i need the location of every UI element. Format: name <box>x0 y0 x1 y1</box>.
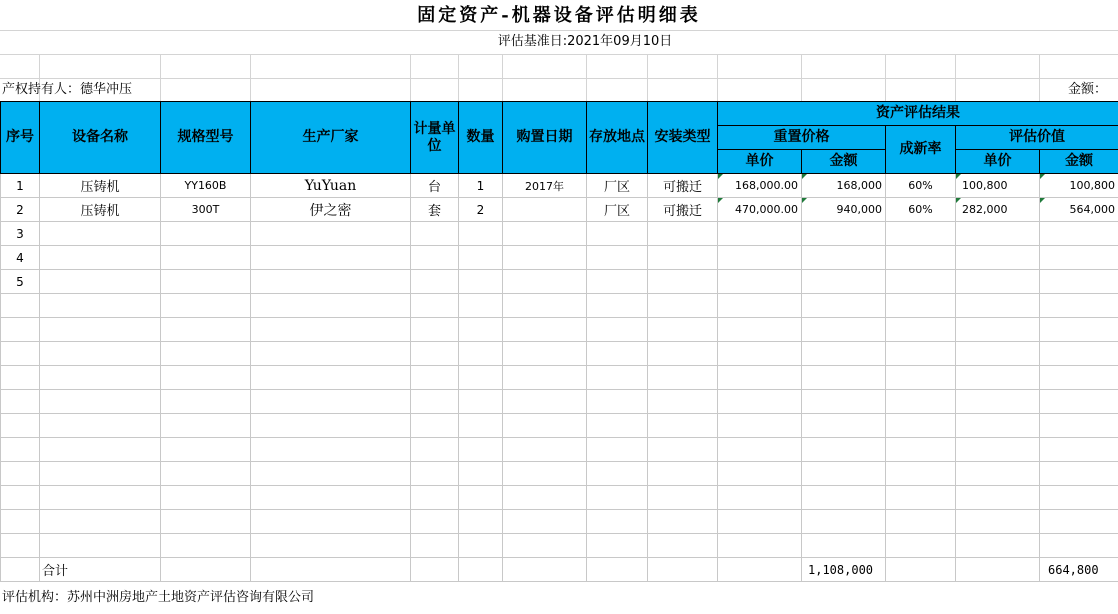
cell-maker[interactable]: YuYuan <box>251 174 411 198</box>
empty-row <box>1 438 1118 462</box>
cell-eval-unit-price[interactable]: 282,000 <box>956 198 1040 222</box>
cell-empty[interactable] <box>251 342 411 366</box>
empty-row <box>1 534 1118 558</box>
cell-empty[interactable] <box>161 486 251 510</box>
cell-unit[interactable]: 套 <box>411 198 459 222</box>
cell-empty[interactable] <box>251 246 411 270</box>
amount-unit-label: 金额： <box>1068 82 1108 97</box>
cell-empty[interactable] <box>503 438 587 462</box>
cell-empty[interactable] <box>503 486 587 510</box>
cell-empty[interactable] <box>886 510 956 534</box>
cell-empty[interactable] <box>411 438 459 462</box>
cell-empty[interactable] <box>1 558 40 582</box>
cell-location[interactable]: 厂区 <box>587 198 648 222</box>
cell-empty[interactable] <box>1040 246 1118 270</box>
cell-empty[interactable] <box>802 534 886 558</box>
col-header-qty[interactable]: 数量 <box>459 102 503 174</box>
cell-empty[interactable] <box>459 486 503 510</box>
cell-empty[interactable] <box>251 438 411 462</box>
cell-name[interactable]: 压铸机 <box>40 198 161 222</box>
cell-empty[interactable] <box>587 318 648 342</box>
cell-empty[interactable] <box>886 318 956 342</box>
equipment-table <box>0 101 1118 582</box>
cell-empty[interactable] <box>40 366 161 390</box>
cell-empty[interactable] <box>251 510 411 534</box>
cell-empty[interactable] <box>587 534 648 558</box>
cell-empty[interactable] <box>587 294 648 318</box>
col-header-model[interactable]: 规格型号 <box>161 102 251 174</box>
cell-empty[interactable] <box>1040 366 1118 390</box>
cell-eval-unit-price[interactable]: 100,800 <box>956 174 1040 198</box>
cell-empty[interactable] <box>161 462 251 486</box>
cell-empty[interactable] <box>251 294 411 318</box>
col-header-replace-amount[interactable]: 金额 <box>802 150 886 174</box>
cell-empty[interactable] <box>459 462 503 486</box>
cell-empty[interactable] <box>648 366 718 390</box>
cell-empty[interactable] <box>1 438 40 462</box>
cell-empty[interactable] <box>503 294 587 318</box>
cell-empty[interactable] <box>1040 438 1118 462</box>
cell-empty[interactable] <box>251 414 411 438</box>
cell-empty[interactable] <box>648 486 718 510</box>
cell-replace-amount[interactable]: 168,000 <box>802 174 886 198</box>
empty-row <box>1 294 1118 318</box>
cell-empty[interactable] <box>503 510 587 534</box>
col-header-replace-unit-price[interactable]: 单价 <box>718 150 802 174</box>
cell-empty[interactable] <box>648 414 718 438</box>
cell-empty[interactable] <box>886 270 956 294</box>
cell-empty[interactable] <box>886 366 956 390</box>
cell-empty[interactable] <box>459 270 503 294</box>
cell-empty[interactable] <box>411 246 459 270</box>
cell-empty[interactable] <box>459 558 503 582</box>
cell-empty[interactable] <box>1040 510 1118 534</box>
cell-empty[interactable] <box>956 534 1040 558</box>
cell-seq[interactable]: 1 <box>1 174 40 198</box>
cell-empty[interactable] <box>956 246 1040 270</box>
cell-empty[interactable] <box>648 294 718 318</box>
cell-empty[interactable] <box>503 222 587 246</box>
col-header-eval-unit-price[interactable]: 单价 <box>956 150 1040 174</box>
cell-rate[interactable]: 60% <box>886 198 956 222</box>
valuation-date: 评估基准日:2021年09月10日 <box>497 34 673 49</box>
cell-empty[interactable] <box>503 246 587 270</box>
cell-empty[interactable] <box>1040 342 1118 366</box>
cell-empty[interactable] <box>718 222 802 246</box>
empty-row <box>1 414 1118 438</box>
cell-empty[interactable] <box>718 438 802 462</box>
cell-empty[interactable] <box>161 390 251 414</box>
cell-empty[interactable] <box>956 462 1040 486</box>
cell-empty[interactable] <box>886 294 956 318</box>
cell-empty[interactable] <box>503 318 587 342</box>
cell-seq[interactable]: 5 <box>1 270 40 294</box>
cell-empty[interactable] <box>503 342 587 366</box>
col-header-eval-amount[interactable]: 金额 <box>1040 150 1118 174</box>
cell-empty[interactable] <box>956 270 1040 294</box>
cell-empty[interactable] <box>1040 390 1118 414</box>
cell-empty[interactable] <box>802 486 886 510</box>
cell-empty[interactable] <box>503 414 587 438</box>
cell-empty[interactable] <box>40 390 161 414</box>
cell-empty[interactable] <box>802 438 886 462</box>
cell-rate[interactable]: 60% <box>886 174 956 198</box>
cell-name[interactable]: 压铸机 <box>40 174 161 198</box>
table-row <box>1 198 1118 222</box>
cell-empty[interactable] <box>886 414 956 438</box>
cell-empty[interactable] <box>648 270 718 294</box>
cell-empty[interactable] <box>718 270 802 294</box>
cell-empty[interactable] <box>251 390 411 414</box>
cell-empty[interactable] <box>411 486 459 510</box>
cell-empty[interactable] <box>411 294 459 318</box>
cell-empty[interactable] <box>40 510 161 534</box>
cell-empty[interactable] <box>459 438 503 462</box>
header-row-1 <box>1 102 1118 126</box>
cell-model[interactable]: 300T <box>161 198 251 222</box>
cell-empty[interactable] <box>587 486 648 510</box>
col-header-name[interactable]: 设备名称 <box>40 102 161 174</box>
cell-empty[interactable] <box>161 342 251 366</box>
cell-empty[interactable] <box>1 294 40 318</box>
cell-empty[interactable] <box>718 366 802 390</box>
cell-empty[interactable] <box>587 462 648 486</box>
cell-empty[interactable] <box>956 438 1040 462</box>
total-label[interactable]: 合计 <box>40 558 161 582</box>
cell-empty[interactable] <box>459 414 503 438</box>
cell-empty[interactable] <box>587 366 648 390</box>
cell-empty[interactable] <box>886 534 956 558</box>
cell-empty[interactable] <box>40 342 161 366</box>
cell-empty[interactable] <box>459 222 503 246</box>
cell-empty[interactable] <box>161 270 251 294</box>
cell-empty[interactable] <box>718 534 802 558</box>
cell-empty[interactable] <box>648 246 718 270</box>
cell-empty[interactable] <box>503 462 587 486</box>
cell-empty[interactable] <box>956 558 1040 582</box>
cell-empty[interactable] <box>956 486 1040 510</box>
cell-empty[interactable] <box>886 462 956 486</box>
table-row <box>1 246 1118 270</box>
cell-empty[interactable] <box>802 318 886 342</box>
cell-empty[interactable] <box>40 438 161 462</box>
cell-empty[interactable] <box>587 342 648 366</box>
cell-qty[interactable]: 1 <box>459 174 503 198</box>
cell-unit[interactable]: 台 <box>411 174 459 198</box>
cell-empty[interactable] <box>411 366 459 390</box>
cell-empty[interactable] <box>161 534 251 558</box>
cell-empty[interactable] <box>459 342 503 366</box>
cell-empty[interactable] <box>251 462 411 486</box>
cell-empty[interactable] <box>1040 294 1118 318</box>
cell-empty[interactable] <box>718 342 802 366</box>
cell-empty[interactable] <box>718 486 802 510</box>
cell-empty[interactable] <box>802 414 886 438</box>
cell-empty[interactable] <box>40 534 161 558</box>
total-eval-amount[interactable]: 664,800 <box>1040 558 1118 582</box>
cell-empty[interactable] <box>802 222 886 246</box>
table-row <box>1 174 1118 198</box>
cell-empty[interactable] <box>648 438 718 462</box>
cell-empty[interactable] <box>886 486 956 510</box>
cell-empty[interactable] <box>1 390 40 414</box>
cell-empty[interactable] <box>251 270 411 294</box>
cell-empty[interactable] <box>956 318 1040 342</box>
cell-empty[interactable] <box>886 558 956 582</box>
col-header-install[interactable]: 安装类型 <box>648 102 718 174</box>
cell-empty[interactable] <box>1040 534 1118 558</box>
table-row <box>1 270 1118 294</box>
cell-empty[interactable] <box>411 390 459 414</box>
col-header-rate[interactable]: 成新率 <box>886 126 956 174</box>
cell-empty[interactable] <box>251 318 411 342</box>
cell-date[interactable] <box>503 198 587 222</box>
cell-empty[interactable] <box>161 294 251 318</box>
total-replace-amount[interactable]: 1,108,000 <box>802 558 886 582</box>
cell-empty[interactable] <box>802 342 886 366</box>
cell-empty[interactable] <box>251 222 411 246</box>
cell-empty[interactable] <box>956 294 1040 318</box>
cell-empty[interactable] <box>886 246 956 270</box>
cell-empty[interactable] <box>1 462 40 486</box>
cell-empty[interactable] <box>411 414 459 438</box>
empty-row <box>1 318 1118 342</box>
cell-empty[interactable] <box>459 534 503 558</box>
cell-empty[interactable] <box>411 462 459 486</box>
cell-empty[interactable] <box>1040 486 1118 510</box>
appraisal-agency: 评估机构：苏州中洲房地产土地资产评估咨询有限公司 <box>2 590 315 605</box>
cell-qty[interactable]: 2 <box>459 198 503 222</box>
cell-empty[interactable] <box>503 270 587 294</box>
cell-empty[interactable] <box>459 246 503 270</box>
cell-empty[interactable] <box>411 558 459 582</box>
cell-empty[interactable] <box>1 414 40 438</box>
cell-empty[interactable] <box>587 390 648 414</box>
cell-empty[interactable] <box>161 510 251 534</box>
cell-empty[interactable] <box>648 318 718 342</box>
cell-empty[interactable] <box>40 414 161 438</box>
col-header-unit[interactable]: 计量单位 <box>411 102 459 174</box>
cell-empty[interactable] <box>1040 318 1118 342</box>
cell-empty[interactable] <box>648 534 718 558</box>
cell-install[interactable]: 可搬迁 <box>648 198 718 222</box>
empty-row <box>1 510 1118 534</box>
owner-label: 产权持有人：德华冲压 <box>2 82 133 97</box>
cell-empty[interactable] <box>40 486 161 510</box>
cell-empty[interactable] <box>161 414 251 438</box>
empty-row <box>1 366 1118 390</box>
cell-empty[interactable] <box>459 510 503 534</box>
col-header-eval[interactable]: 评估价值 <box>956 126 1118 150</box>
cell-empty[interactable] <box>587 414 648 438</box>
cell-seq[interactable]: 3 <box>1 222 40 246</box>
cell-empty[interactable] <box>802 270 886 294</box>
cell-empty[interactable] <box>503 534 587 558</box>
cell-replace-amount[interactable]: 940,000 <box>802 198 886 222</box>
cell-empty[interactable] <box>718 390 802 414</box>
cell-empty[interactable] <box>956 342 1040 366</box>
cell-empty[interactable] <box>161 246 251 270</box>
cell-empty[interactable] <box>886 222 956 246</box>
cell-empty[interactable] <box>718 510 802 534</box>
cell-empty[interactable] <box>1040 222 1118 246</box>
cell-empty[interactable] <box>459 318 503 342</box>
total-row <box>1 558 1118 582</box>
cell-location[interactable]: 厂区 <box>587 174 648 198</box>
cell-seq[interactable]: 4 <box>1 246 40 270</box>
col-header-date[interactable]: 购置日期 <box>503 102 587 174</box>
cell-empty[interactable] <box>1040 270 1118 294</box>
cell-empty[interactable] <box>503 558 587 582</box>
cell-empty[interactable] <box>802 510 886 534</box>
cell-empty[interactable] <box>802 246 886 270</box>
cell-empty[interactable] <box>587 270 648 294</box>
cell-empty[interactable] <box>956 414 1040 438</box>
cell-empty[interactable] <box>802 390 886 414</box>
cell-empty[interactable] <box>648 462 718 486</box>
cell-empty[interactable] <box>40 318 161 342</box>
cell-empty[interactable] <box>718 558 802 582</box>
cell-empty[interactable] <box>40 462 161 486</box>
col-header-location[interactable]: 存放地点 <box>587 102 648 174</box>
cell-empty[interactable] <box>587 558 648 582</box>
cell-empty[interactable] <box>718 294 802 318</box>
cell-empty[interactable] <box>161 438 251 462</box>
cell-model[interactable]: YY160B <box>161 174 251 198</box>
cell-empty[interactable] <box>503 390 587 414</box>
cell-empty[interactable] <box>802 294 886 318</box>
cell-empty[interactable] <box>648 558 718 582</box>
empty-row <box>1 486 1118 510</box>
cell-empty[interactable] <box>40 270 161 294</box>
empty-row <box>1 462 1118 486</box>
cell-date[interactable]: 2017年 <box>503 174 587 198</box>
table-row <box>1 222 1118 246</box>
cell-replace-unit-price[interactable]: 168,000.00 <box>718 174 802 198</box>
cell-install[interactable]: 可搬迁 <box>648 174 718 198</box>
cell-empty[interactable] <box>411 222 459 246</box>
cell-empty[interactable] <box>648 342 718 366</box>
cell-empty[interactable] <box>956 510 1040 534</box>
cell-empty[interactable] <box>251 534 411 558</box>
cell-empty[interactable] <box>411 534 459 558</box>
cell-empty[interactable] <box>411 318 459 342</box>
cell-empty[interactable] <box>802 366 886 390</box>
cell-empty[interactable] <box>886 390 956 414</box>
cell-empty[interactable] <box>1 342 40 366</box>
cell-empty[interactable] <box>956 390 1040 414</box>
cell-empty[interactable] <box>40 246 161 270</box>
cell-empty[interactable] <box>886 438 956 462</box>
cell-empty[interactable] <box>459 390 503 414</box>
col-header-seq[interactable]: 序号 <box>1 102 40 174</box>
cell-empty[interactable] <box>503 366 587 390</box>
cell-empty[interactable] <box>251 366 411 390</box>
cell-empty[interactable] <box>587 246 648 270</box>
sheet-title: 固定资产-机器设备评估明细表 <box>417 5 701 26</box>
cell-empty[interactable] <box>718 318 802 342</box>
cell-empty[interactable] <box>802 462 886 486</box>
cell-empty[interactable] <box>886 342 956 366</box>
cell-empty[interactable] <box>1 534 40 558</box>
cell-empty[interactable] <box>40 294 161 318</box>
col-header-maker[interactable]: 生产厂家 <box>251 102 411 174</box>
cell-empty[interactable] <box>40 222 161 246</box>
cell-empty[interactable] <box>648 222 718 246</box>
cell-eval-amount[interactable]: 100,800 <box>1040 174 1118 198</box>
cell-empty[interactable] <box>718 246 802 270</box>
cell-empty[interactable] <box>1040 414 1118 438</box>
cell-empty[interactable] <box>161 222 251 246</box>
cell-empty[interactable] <box>1 366 40 390</box>
col-header-result[interactable]: 资产评估结果 <box>718 102 1118 126</box>
cell-empty[interactable] <box>411 342 459 366</box>
cell-empty[interactable] <box>161 318 251 342</box>
cell-empty[interactable] <box>587 222 648 246</box>
cell-empty[interactable] <box>718 462 802 486</box>
cell-seq[interactable]: 2 <box>1 198 40 222</box>
cell-empty[interactable] <box>648 510 718 534</box>
cell-empty[interactable] <box>161 366 251 390</box>
cell-empty[interactable] <box>587 510 648 534</box>
cell-empty[interactable] <box>161 558 251 582</box>
cell-maker[interactable]: 伊之密 <box>251 198 411 222</box>
cell-empty[interactable] <box>718 414 802 438</box>
cell-empty[interactable] <box>1040 462 1118 486</box>
cell-replace-unit-price[interactable]: 470,000.00 <box>718 198 802 222</box>
cell-empty[interactable] <box>1 486 40 510</box>
cell-eval-amount[interactable]: 564,000 <box>1040 198 1118 222</box>
cell-empty[interactable] <box>648 390 718 414</box>
cell-empty[interactable] <box>251 558 411 582</box>
cell-empty[interactable] <box>459 294 503 318</box>
cell-empty[interactable] <box>1 510 40 534</box>
cell-empty[interactable] <box>956 222 1040 246</box>
cell-empty[interactable] <box>587 438 648 462</box>
cell-empty[interactable] <box>251 486 411 510</box>
cell-empty[interactable] <box>956 366 1040 390</box>
cell-empty[interactable] <box>411 270 459 294</box>
cell-empty[interactable] <box>459 366 503 390</box>
cell-empty[interactable] <box>411 510 459 534</box>
empty-row <box>1 390 1118 414</box>
empty-row <box>1 342 1118 366</box>
cell-empty[interactable] <box>1 318 40 342</box>
col-header-replace[interactable]: 重置价格 <box>718 126 886 150</box>
